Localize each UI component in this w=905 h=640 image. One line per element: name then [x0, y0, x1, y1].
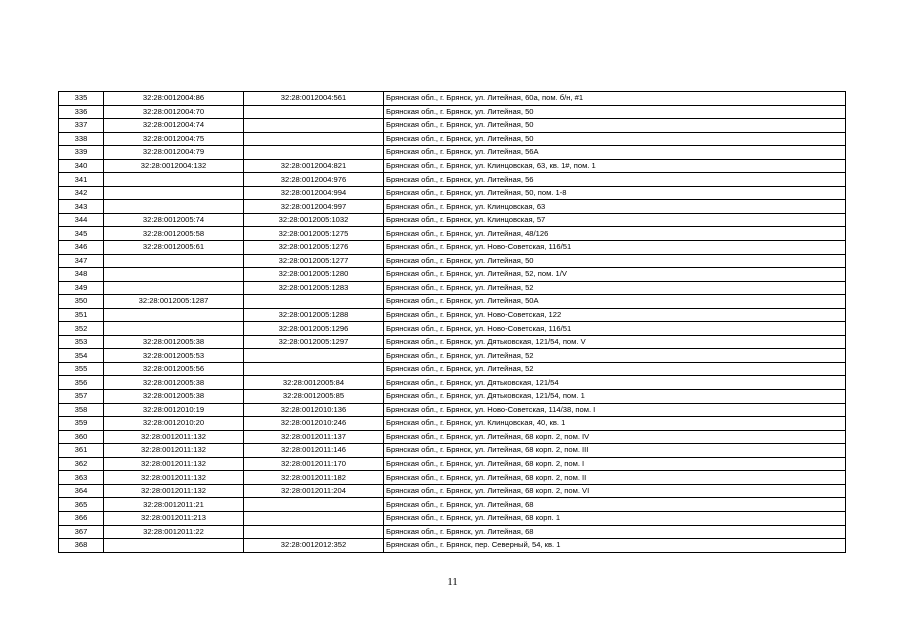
cadastral-number-cell: 32:28:0012005:38 [104, 335, 244, 349]
address-cell: Брянская обл., г. Брянск, ул. Литейная, 56 [384, 173, 846, 187]
address-cell: Брянская обл., г. Брянск, ул. Литейная, 60а, пом. б/н, #1 [384, 92, 846, 106]
row-number-cell: 351 [59, 308, 104, 322]
address-cell: Брянская обл., г. Брянск, ул. Литейная, 50 [384, 119, 846, 133]
address-cell: Брянская обл., г. Брянск, ул. Ново-Советская, 114/38, пом. I [384, 403, 846, 417]
row-number-cell: 367 [59, 525, 104, 539]
cadastral-table [58, 91, 846, 553]
address-cell: Брянская обл., г. Брянск, ул. Ново-Советская, 116/51 [384, 241, 846, 255]
premises-cadastral-number-cell: 32:28:0012005:1283 [244, 281, 384, 295]
cadastral-number-cell: 32:28:0012004:75 [104, 132, 244, 146]
premises-cadastral-number-cell [244, 132, 384, 146]
premises-cadastral-number-cell: 32:28:0012004:997 [244, 200, 384, 214]
address-cell: Брянская обл., г. Брянск, ул. Литейная, 52 [384, 362, 846, 376]
cadastral-number-cell [104, 268, 244, 282]
row-number-cell: 344 [59, 213, 104, 227]
premises-cadastral-number-cell: 32:28:0012010:136 [244, 403, 384, 417]
table-row [59, 430, 846, 444]
cadastral-number-cell: 32:28:0012011:22 [104, 525, 244, 539]
premises-cadastral-number-cell [244, 146, 384, 160]
row-number-cell: 336 [59, 105, 104, 119]
table-row [59, 132, 846, 146]
address-cell: Брянская обл., г. Брянск, ул. Литейная, 50, пом. 1-8 [384, 186, 846, 200]
row-number-cell: 361 [59, 444, 104, 458]
premises-cadastral-number-cell [244, 119, 384, 133]
table-row [59, 146, 846, 160]
address-cell: Брянская обл., г. Брянск, ул. Литейная, 68 корп. 2, пом. IV [384, 430, 846, 444]
address-cell: Брянская обл., г. Брянск, ул. Клинцовская, 40, кв. 1 [384, 417, 846, 431]
table-row [59, 403, 846, 417]
row-number-cell: 349 [59, 281, 104, 295]
row-number-cell: 364 [59, 484, 104, 498]
cadastral-number-cell [104, 173, 244, 187]
table-row [59, 525, 846, 539]
address-cell: Брянская обл., г. Брянск, ул. Литейная, 50 [384, 105, 846, 119]
address-cell: Брянская обл., г. Брянск, ул. Ново-Советская, 122 [384, 308, 846, 322]
table-row [59, 444, 846, 458]
row-number-cell: 342 [59, 186, 104, 200]
premises-cadastral-number-cell: 32:28:0012004:994 [244, 186, 384, 200]
premises-cadastral-number-cell: 32:28:0012011:182 [244, 471, 384, 485]
cadastral-number-cell [104, 308, 244, 322]
table-row [59, 227, 846, 241]
cadastral-number-cell [104, 200, 244, 214]
cadastral-number-cell: 32:28:0012004:132 [104, 159, 244, 173]
table-row [59, 105, 846, 119]
address-cell: Брянская обл., г. Брянск, ул. Литейная, 52 [384, 349, 846, 363]
cadastral-number-cell: 32:28:0012005:53 [104, 349, 244, 363]
table-row [59, 186, 846, 200]
table-row [59, 254, 846, 268]
cadastral-number-cell [104, 281, 244, 295]
cadastral-number-cell: 32:28:0012011:132 [104, 444, 244, 458]
row-number-cell: 357 [59, 390, 104, 404]
premises-cadastral-number-cell [244, 498, 384, 512]
premises-cadastral-number-cell: 32:28:0012010:246 [244, 417, 384, 431]
premises-cadastral-number-cell: 32:28:0012012:352 [244, 539, 384, 553]
premises-cadastral-number-cell [244, 295, 384, 309]
premises-cadastral-number-cell [244, 362, 384, 376]
address-cell: Брянская обл., г. Брянск, ул. Дятьковская, 121/54, пом. V [384, 335, 846, 349]
table-row [59, 241, 846, 255]
address-cell: Брянская обл., г. Брянск, ул. Литейная, 68 корп. 1 [384, 511, 846, 525]
premises-cadastral-number-cell: 32:28:0012005:1296 [244, 322, 384, 336]
row-number-cell: 337 [59, 119, 104, 133]
row-number-cell: 358 [59, 403, 104, 417]
row-number-cell: 352 [59, 322, 104, 336]
row-number-cell: 356 [59, 376, 104, 390]
cadastral-number-cell [104, 539, 244, 553]
row-number-cell: 341 [59, 173, 104, 187]
row-number-cell: 353 [59, 335, 104, 349]
premises-cadastral-number-cell: 32:28:0012004:976 [244, 173, 384, 187]
cadastral-number-cell: 32:28:0012005:61 [104, 241, 244, 255]
cadastral-number-cell: 32:28:0012010:20 [104, 417, 244, 431]
cadastral-number-cell: 32:28:0012004:70 [104, 105, 244, 119]
address-cell: Брянская обл., г. Брянск, ул. Дятьковская, 121/54 [384, 376, 846, 390]
row-number-cell: 365 [59, 498, 104, 512]
address-cell: Брянская обл., г. Брянск, ул. Литейная, 68 корп. 2, пом. III [384, 444, 846, 458]
cadastral-number-cell: 32:28:0012004:74 [104, 119, 244, 133]
table-body [59, 92, 846, 553]
table-row [59, 362, 846, 376]
address-cell: Брянская обл., г. Брянск, ул. Клинцовская, 63 [384, 200, 846, 214]
address-cell: Брянская обл., г. Брянск, ул. Литейная, 68 [384, 525, 846, 539]
row-number-cell: 362 [59, 457, 104, 471]
table-row [59, 498, 846, 512]
address-cell: Брянская обл., г. Брянск, ул. Литейная, 68 корп. 2, пом. I [384, 457, 846, 471]
cadastral-number-cell: 32:28:0012010:19 [104, 403, 244, 417]
cadastral-number-cell: 32:28:0012004:86 [104, 92, 244, 106]
table-row [59, 539, 846, 553]
address-cell: Брянская обл., г. Брянск, ул. Литейная, 48/126 [384, 227, 846, 241]
row-number-cell: 366 [59, 511, 104, 525]
cadastral-number-cell: 32:28:0012005:38 [104, 390, 244, 404]
premises-cadastral-number-cell: 32:28:0012005:1276 [244, 241, 384, 255]
address-cell: Брянская обл., г. Брянск, ул. Литейная, 52 [384, 281, 846, 295]
address-cell: Брянская обл., г. Брянск, ул. Литейная, 68 корп. 2, пом. II [384, 471, 846, 485]
cadastral-number-cell: 32:28:0012005:38 [104, 376, 244, 390]
premises-cadastral-number-cell: 32:28:0012011:137 [244, 430, 384, 444]
address-cell: Брянская обл., г. Брянск, ул. Клинцовская, 57 [384, 213, 846, 227]
premises-cadastral-number-cell: 32:28:0012005:1288 [244, 308, 384, 322]
row-number-cell: 340 [59, 159, 104, 173]
cadastral-number-cell: 32:28:0012005:1287 [104, 295, 244, 309]
cadastral-number-cell: 32:28:0012011:132 [104, 484, 244, 498]
cadastral-number-cell: 32:28:0012005:58 [104, 227, 244, 241]
table-row [59, 390, 846, 404]
row-number-cell: 343 [59, 200, 104, 214]
premises-cadastral-number-cell: 32:28:0012011:146 [244, 444, 384, 458]
premises-cadastral-number-cell: 32:28:0012005:1280 [244, 268, 384, 282]
table-row [59, 119, 846, 133]
table-row [59, 349, 846, 363]
premises-cadastral-number-cell: 32:28:0012005:84 [244, 376, 384, 390]
table-row [59, 281, 846, 295]
cadastral-number-cell [104, 186, 244, 200]
row-number-cell: 360 [59, 430, 104, 444]
address-cell: Брянская обл., г. Брянск, ул. Клинцовская, 63, кв. 1#, пом. 1 [384, 159, 846, 173]
table-row [59, 268, 846, 282]
address-cell: Брянская обл., г. Брянск, ул. Литейная, 50 [384, 254, 846, 268]
cadastral-number-cell: 32:28:0012011:21 [104, 498, 244, 512]
row-number-cell: 363 [59, 471, 104, 485]
premises-cadastral-number-cell: 32:28:0012005:1032 [244, 213, 384, 227]
row-number-cell: 348 [59, 268, 104, 282]
premises-cadastral-number-cell: 32:28:0012011:204 [244, 484, 384, 498]
table-row [59, 335, 846, 349]
address-cell: Брянская обл., г. Брянск, ул. Ново-Советская, 116/51 [384, 322, 846, 336]
premises-cadastral-number-cell: 32:28:0012005:1277 [244, 254, 384, 268]
row-number-cell: 345 [59, 227, 104, 241]
premises-cadastral-number-cell [244, 511, 384, 525]
row-number-cell: 354 [59, 349, 104, 363]
premises-cadastral-number-cell [244, 525, 384, 539]
table-row [59, 471, 846, 485]
premises-cadastral-number-cell: 32:28:0012005:85 [244, 390, 384, 404]
row-number-cell: 359 [59, 417, 104, 431]
address-cell: Брянская обл., г. Брянск, ул. Литейная, 50А [384, 295, 846, 309]
address-cell: Брянская обл., г. Брянск, пер. Северный, 54, кв. 1 [384, 539, 846, 553]
address-cell: Брянская обл., г. Брянск, ул. Литейная, 50 [384, 132, 846, 146]
table-row [59, 213, 846, 227]
table-row [59, 511, 846, 525]
table-row [59, 417, 846, 431]
premises-cadastral-number-cell [244, 105, 384, 119]
address-cell: Брянская обл., г. Брянск, ул. Литейная, 56А [384, 146, 846, 160]
table-row [59, 295, 846, 309]
premises-cadastral-number-cell: 32:28:0012011:170 [244, 457, 384, 471]
cadastral-number-cell: 32:28:0012011:132 [104, 430, 244, 444]
cadastral-number-cell [104, 254, 244, 268]
row-number-cell: 368 [59, 539, 104, 553]
table-row [59, 308, 846, 322]
table-row [59, 173, 846, 187]
table-row [59, 484, 846, 498]
cadastral-number-cell: 32:28:0012011:132 [104, 457, 244, 471]
cadastral-number-cell: 32:28:0012004:79 [104, 146, 244, 160]
address-cell: Брянская обл., г. Брянск, ул. Дятьковская, 121/54, пом. 1 [384, 390, 846, 404]
table-row [59, 457, 846, 471]
table-row [59, 159, 846, 173]
cadastral-number-cell: 32:28:0012005:74 [104, 213, 244, 227]
row-number-cell: 346 [59, 241, 104, 255]
premises-cadastral-number-cell: 32:28:0012005:1297 [244, 335, 384, 349]
row-number-cell: 335 [59, 92, 104, 106]
table-row [59, 92, 846, 106]
table-row [59, 200, 846, 214]
address-cell: Брянская обл., г. Брянск, ул. Литейная, 52, пом. 1/V [384, 268, 846, 282]
premises-cadastral-number-cell: 32:28:0012005:1275 [244, 227, 384, 241]
row-number-cell: 338 [59, 132, 104, 146]
table-row [59, 322, 846, 336]
cadastral-number-cell: 32:28:0012011:132 [104, 471, 244, 485]
cadastral-number-cell [104, 322, 244, 336]
row-number-cell: 347 [59, 254, 104, 268]
address-cell: Брянская обл., г. Брянск, ул. Литейная, 68 корп. 2, пом. VI [384, 484, 846, 498]
row-number-cell: 339 [59, 146, 104, 160]
row-number-cell: 350 [59, 295, 104, 309]
page-number: 11 [447, 576, 458, 588]
premises-cadastral-number-cell: 32:28:0012004:821 [244, 159, 384, 173]
cadastral-number-cell: 32:28:0012011:213 [104, 511, 244, 525]
premises-cadastral-number-cell [244, 349, 384, 363]
cadastral-number-cell: 32:28:0012005:56 [104, 362, 244, 376]
premises-cadastral-number-cell: 32:28:0012004:561 [244, 92, 384, 106]
row-number-cell: 355 [59, 362, 104, 376]
address-cell: Брянская обл., г. Брянск, ул. Литейная, 68 [384, 498, 846, 512]
table-row [59, 376, 846, 390]
